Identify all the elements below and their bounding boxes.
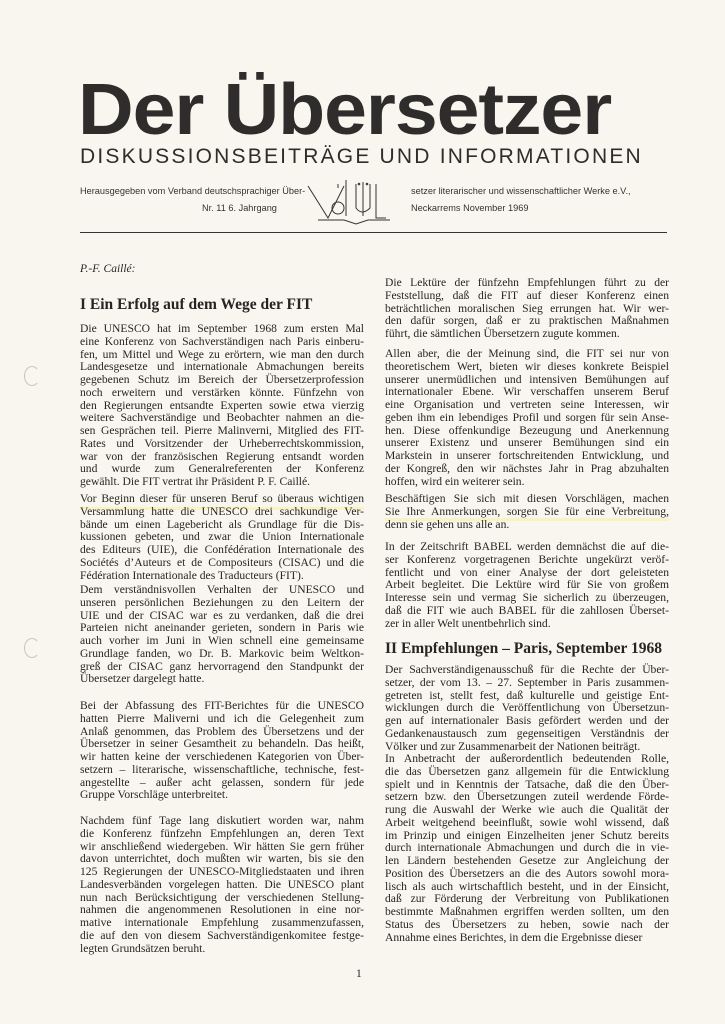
text-line: unseren persönlichen Beziehungen zu den Leitern der	[80, 595, 364, 609]
masthead-subtitle: DISKUSSIONSBEITRÄGE UND INFORMATIONEN	[80, 145, 643, 168]
paragraph-right-6	[385, 753, 669, 944]
text-line: wir hatten keine der verschiedenen Kategorien von Über-	[80, 750, 364, 763]
text-line: eine Organisation und vertreten seine Interessen, wir	[385, 398, 669, 411]
paragraph-left-4	[80, 700, 364, 802]
text-line: rung die Auswahl der Werke wie auch die Qualität der	[385, 803, 669, 816]
punch-hole	[24, 638, 40, 658]
text-line: beträchtlichen moralischen Sieg errungen hat. Wir wer-	[385, 301, 669, 315]
text-line: setzern bzw. den Übersetzungen zuteil werdende Förde-	[385, 790, 669, 804]
text-line: greß der CISAC ganz hervorragend den Standpunkt der	[80, 659, 364, 673]
text-line: Interesse sein und vermag Sie sicherlich zu überzeugen,	[385, 591, 669, 604]
text-line: unserer Existenz und unserer Bemühungen sind ein	[385, 436, 669, 450]
text-line: setzern – literarische, wissenschaftliche, technische, fest-	[80, 762, 364, 776]
text-line: In der Zeitschrift BABEL werden demnächst die auf die-	[385, 540, 669, 553]
text-line: Der Sachverständigenausschuß für die Rechte der Über-	[385, 663, 669, 676]
vdu-logo	[304, 178, 408, 228]
text-line: daß zur Förderung der Verbreitung von Publikationen	[385, 892, 669, 906]
text-line: Gedankenaustausch zum gegenseitigen Verständnis der	[385, 726, 669, 740]
text-line: legten Grundsätzen beruht.	[80, 941, 206, 955]
paragraph-right-5	[385, 664, 669, 753]
text-line: Arbeit begleitet. Die Lektüre wird für Sie von großem	[385, 578, 669, 592]
text-line: Dem verständnisvollen Verhalten der UNESCO und	[80, 583, 364, 596]
text-line: Sie Ihre Anmerkungen, sorgen Sie für eine Verbreitung,	[385, 504, 669, 518]
paragraph-right-3	[385, 493, 669, 531]
text-line: bände um einen Lagebericht als Grundlage für die Dis-	[80, 517, 364, 531]
text-line: wir anschließend wiedergeben. Wir hätten Sie gern früher	[80, 839, 364, 853]
masthead-title: Der Übersetzer	[78, 70, 612, 150]
text-line: Fédération Internationale des Traducteurs (FIT).	[80, 568, 304, 582]
text-line: den dafür sorgen, daß er zu praktischen Maßnahmen	[385, 314, 669, 328]
text-line: Rates und Vorsitzender der Urheberrechtskommission,	[80, 436, 364, 450]
section-heading-1: I Ein Erfolg auf dem Wege der FIT	[80, 296, 313, 313]
text-line: Parteien nicht aneinander gerieten, sondern in Paris wie	[80, 621, 364, 635]
text-line: daß die FIT wie auch BABEL für die zahllosen Überset-	[385, 603, 669, 617]
issue-date: Neckarrems November 1969	[411, 203, 529, 213]
text-line: zer in aller Welt unentbehrlich sind.	[385, 616, 551, 630]
text-line: Die Lektüre der fünfzehn Empfehlungen führt zu der	[385, 276, 669, 289]
text-line: im Prinzip und einigen Einzelheiten jener Schutz bereits	[385, 828, 669, 842]
header-divider	[80, 232, 667, 233]
text-line: mative internationale Empfehlung zusammenzufassen,	[80, 916, 364, 929]
text-line: Arbeit weitgehend beeinflußt, sowie wohl wissend, daß	[385, 815, 669, 829]
text-line: Gruppe Vorschläge unterbreitet.	[80, 788, 228, 802]
text-line: Versammlung hatte die UNESCO drei sachkundige Ver-	[80, 504, 364, 518]
text-line: angestellte – außer acht gelassen, sondern für jede	[80, 775, 364, 789]
text-line: war von der französischen Regierung entsandt worden	[80, 449, 364, 463]
text-line: denn sie gehen uns alle an.	[385, 517, 510, 531]
text-line: Feststellung, daß die FIT auf dieser Konferenz einen	[385, 288, 669, 302]
text-line: Landesgesetze und internationale Abmachungen bereits	[80, 360, 364, 374]
text-line: len Ländern bestehenden Gesetze zur Angleichung der	[385, 854, 669, 867]
text-line: Landesverbänden vorgelegen hatten. Die UNESCO plant	[80, 877, 364, 891]
text-line: UIE und der CISAC war es zu verdanken, daß die drei	[80, 608, 364, 622]
text-line: eine Konferenz von Sachverständigen nach Paris einberu-	[80, 334, 364, 348]
text-line: führt, die sämtlichen Übersetzern zugute kommen.	[385, 327, 620, 340]
text-line: Allen aber, die der Meinung sind, die FIT sei nur von	[385, 347, 669, 360]
text-line: geben ihm ein lebendiges Profil und sorgen für sein Anse-	[385, 410, 669, 424]
paragraph-left-5	[80, 815, 364, 955]
text-line: Anlaß genommen, das Problem des Übersetzens und der	[80, 724, 364, 738]
text-line: fentlicht und von einer Analyse der dort geleisteten	[385, 565, 669, 579]
text-line: Markstein in unserer fortschreitenden Entwicklung, und	[385, 449, 669, 462]
text-line: durch internationale Abmachungen und durch die in vie-	[385, 841, 669, 855]
paragraph-left-1	[80, 323, 364, 489]
issue-info: Nr. 11 6. Jahrgang	[202, 203, 277, 213]
text-line: die auf den von diesem Sachverständigenkomitee festge-	[80, 928, 364, 942]
publisher-line-left: Herausgegeben vom Verband deutschsprachiger Über-	[80, 186, 306, 196]
text-line: des Editeurs (UIE), die Confédération Internationale des	[80, 543, 364, 556]
text-line: theoretischem Wert, bieten wir dieses konkrete Beispiel	[385, 359, 669, 373]
text-line: fen, um Mittel und Wege zu erörtern, wie man den durch	[80, 347, 364, 361]
text-line: gen auf internationaler Basis gefördert werden und der	[385, 714, 669, 727]
text-line: hatten Pierre Maliverni und ich die Gelegenheit zum	[80, 711, 364, 725]
text-line: gewählt. Die FIT vertrat ihr Präsident P. F. Caillé.	[80, 475, 311, 488]
text-line: kussionen gebeten, und zwar die Union Internationale	[80, 530, 364, 544]
page-number: 1	[356, 968, 362, 980]
section-heading-2: II Empfehlungen – Paris, September 1968	[385, 640, 663, 657]
text-line: Bei der Abfassung des FIT-Berichtes für die UNESCO	[80, 699, 364, 712]
text-line: nun nach Berücksichtigung der verschiedenen Stellung-	[80, 890, 364, 904]
text-line: Übersetzer dargelegt hatte.	[80, 672, 205, 686]
text-line: Grundlage fanden, wo Dr. B. Markovic beim Weltkon-	[80, 646, 364, 660]
text-line: der Kongreß, den wir nächstes Jahr in Prag abzuhalten	[385, 461, 669, 475]
text-line: lisch als auch wirtschaftlich besteht, und in der Einsicht,	[385, 879, 669, 893]
paragraph-right-4	[385, 541, 669, 630]
text-line: ser Konferenz vorgetragenen Berichte ungekürzt veröf-	[385, 552, 669, 566]
text-line: davon unterrichtet, doch mußten wir warten, bis sie den	[80, 852, 364, 866]
text-line: nahmen die angenommenen Resolutionen in eine nor-	[80, 903, 364, 917]
paragraph-left-3	[80, 584, 364, 686]
text-line: Annahme eines Berichtes, in dem die Ergebnisse dieser	[385, 930, 643, 944]
article-author: P.-F. Caillé:	[80, 263, 136, 275]
text-line: spielt und in Kenntnis der Tatsache, daß die den Über-	[385, 777, 669, 791]
text-line: Position des Übersetzers an die des Autors sowohl mora-	[385, 866, 669, 880]
paragraph-right-2	[385, 348, 669, 488]
text-line: gegebenen Schutz im Bereich der Übersetzerprofession	[80, 373, 364, 386]
text-line: die Konferenz fünfzehn Empfehlungen an, deren Text	[80, 826, 364, 840]
text-line: Beschäftigen Sie sich mit diesen Vorschlägen, machen	[385, 492, 669, 505]
text-line: Status des Übersetzers zu heben, sowie nach der	[385, 917, 669, 931]
text-line: noch erweitern und verstärken könnte. Fünfzehn von	[80, 385, 364, 399]
text-line: In Anbetracht der außerordentlich bedeutenden Rolle,	[385, 752, 669, 765]
text-line: getreten ist, stellt fest, daß kulturelle und geistige Ent-	[385, 688, 669, 702]
text-line: sen Gesprächen teil. Pierre Malinverni, Mitglied des FIT-	[80, 424, 364, 437]
text-line: den Regierungen entsandte Experten sowie etwa vierzig	[80, 398, 364, 412]
text-line: Nachdem fünf Tage lang diskutiert worden war, nahm	[80, 814, 364, 827]
text-line: wicklungen durch die Veröffentlichung von Übersetzun-	[385, 701, 669, 715]
publisher-line-right: setzer literarischer und wissenschaftlicher Werke e.V.,	[411, 186, 631, 196]
text-line: Vor Beginn dieser für unseren Beruf so überaus wichtigen	[80, 492, 364, 505]
paragraph-left-2	[80, 493, 364, 582]
text-line: setzer, der vom 13. – 27. September in Paris zusammen-	[385, 675, 669, 689]
text-line: hoffen, wird ein weiterer sein.	[385, 474, 525, 488]
text-line: hen. Diese offenkundige Bezeugung und Anerkennung	[385, 423, 669, 437]
text-line: Übersetzer in seiner Gesamtheit zu behandeln. Das heißt,	[80, 737, 364, 751]
text-line: Sociétés d’Auteurs et de Compositeurs (CISAC) und die	[80, 555, 364, 569]
text-line: bestimmte Maßnahmen ergriffen werden sollten, um den	[385, 905, 669, 918]
paragraph-right-1	[385, 277, 669, 341]
text-line: weitere Sachverständige und Beobachter nahmen an die-	[80, 411, 364, 425]
text-line: internationaler Ebene. Wir verschaffen unserem Beruf	[385, 385, 669, 399]
text-line: die das Übersetzen ganz allgemein für die Entwicklung	[385, 764, 669, 778]
text-line: auch vorher im Juni in Wien schnell eine gemeinsame	[80, 634, 364, 647]
text-line: Völker und zur Zusammenarbeit der Nationen beiträgt.	[385, 739, 641, 753]
text-line: 125 Regierungen der UNESCO-Mitgliedstaaten und ihren	[80, 865, 364, 878]
text-line: Die UNESCO hat im September 1968 zum ersten Mal	[80, 322, 364, 335]
punch-hole	[24, 366, 40, 386]
text-line: und wurde zum Generalreferenten der Konferenz	[80, 462, 364, 476]
text-line: unserer unermüdlichen und intensiven Bemühungen auf	[385, 372, 669, 386]
